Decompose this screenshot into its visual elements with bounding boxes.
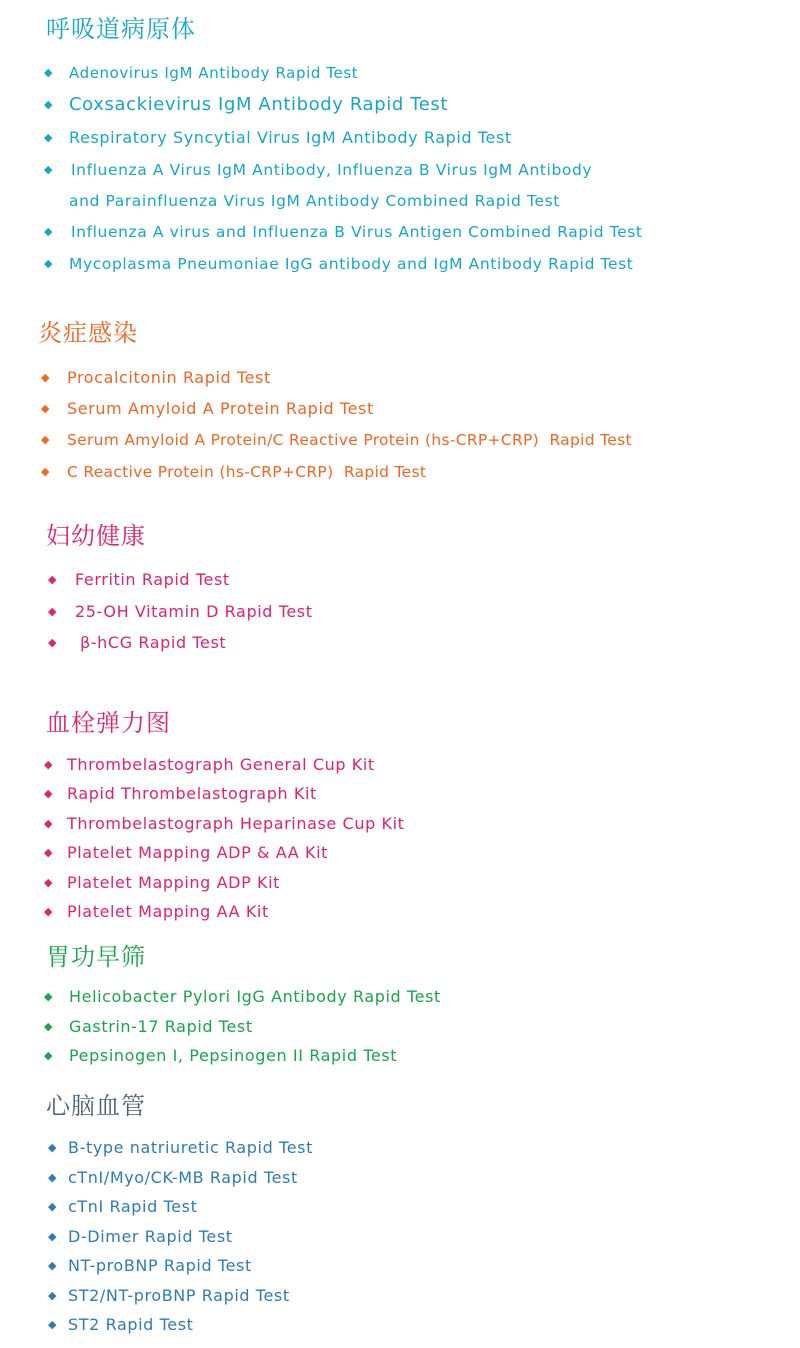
product-name: Procalcitonin Rapid Test [67, 368, 271, 387]
diamond-bullet-icon: ◆ [44, 131, 54, 144]
section-title-thrombelastograph: 血栓弹力图 [46, 709, 171, 737]
product-name: Mycoplasma Pneumoniae IgG antibody and IgM Antibody Rapid Test [69, 255, 634, 273]
product-name: Serum Amyloid A Protein/C Reactive Protein (hs-CRP+CRP) Rapid Test [67, 431, 632, 449]
diamond-bullet-icon: ◆ [44, 787, 54, 800]
diamond-bullet-icon: ◆ [44, 225, 54, 238]
diamond-bullet-icon: ◆ [44, 257, 54, 270]
product-name: Influenza A Virus IgM Antibody, Influenza B Virus IgM Antibody [71, 161, 593, 179]
product-name: Serum Amyloid A Protein Rapid Test [67, 399, 374, 418]
product-name: Adenovirus IgM Antibody Rapid Test [69, 64, 359, 82]
section-title-gastric: 胃功早筛 [46, 943, 146, 971]
product-name: ST2 Rapid Test [68, 1315, 194, 1334]
diamond-bullet-icon: ◆ [48, 1259, 58, 1272]
diamond-bullet-icon: ◆ [41, 371, 51, 384]
product-name: ST2/NT-proBNP Rapid Test [68, 1286, 290, 1305]
product-name: Pepsinogen I, Pepsinogen II Rapid Test [69, 1046, 398, 1065]
diamond-bullet-icon: ◆ [48, 1230, 58, 1243]
product-name: D-Dimer Rapid Test [68, 1227, 233, 1246]
diamond-bullet-icon: ◆ [48, 1141, 58, 1154]
diamond-bullet-icon: ◆ [48, 636, 58, 649]
diamond-bullet-icon: ◆ [44, 905, 54, 918]
product-name: Ferritin Rapid Test [75, 570, 230, 589]
product-name: Platelet Mapping ADP & AA Kit [67, 843, 329, 862]
product-name: Thrombelastograph Heparinase Cup Kit [67, 814, 405, 833]
diamond-bullet-icon: ◆ [44, 163, 54, 176]
product-name: Platelet Mapping AA Kit [67, 902, 269, 921]
product-name: NT-proBNP Rapid Test [68, 1256, 252, 1275]
diamond-bullet-icon: ◆ [48, 1171, 58, 1184]
diamond-bullet-icon: ◆ [48, 1289, 58, 1302]
product-name: Influenza A virus and Influenza B Virus Antigen Combined Rapid Test [71, 223, 643, 241]
diamond-bullet-icon: ◆ [41, 465, 51, 478]
product-name: Platelet Mapping ADP Kit [67, 873, 281, 892]
diamond-bullet-icon: ◆ [41, 402, 51, 415]
diamond-bullet-icon: ◆ [48, 1318, 58, 1331]
diamond-bullet-icon: ◆ [44, 98, 54, 111]
diamond-bullet-icon: ◆ [44, 990, 54, 1003]
product-name: β-hCG Rapid Test [80, 633, 227, 652]
product-name: Rapid Thrombelastograph Kit [67, 784, 317, 803]
diamond-bullet-icon: ◆ [44, 846, 54, 859]
product-name: Thrombelastograph General Cup Kit [67, 755, 375, 774]
section-title-maternal: 妇幼健康 [46, 522, 146, 550]
diamond-bullet-icon: ◆ [44, 758, 54, 771]
product-name: C Reactive Protein (hs-CRP+CRP) Rapid Test [67, 463, 427, 481]
product-name: 25-OH Vitamin D Rapid Test [75, 602, 313, 621]
product-name: Coxsackievirus IgM Antibody Rapid Test [69, 94, 449, 115]
diamond-bullet-icon: ◆ [44, 66, 54, 79]
product-name: Gastrin-17 Rapid Test [69, 1017, 253, 1036]
diamond-bullet-icon: ◆ [41, 433, 51, 446]
product-name: cTnI Rapid Test [68, 1197, 198, 1216]
diamond-bullet-icon: ◆ [48, 1200, 58, 1213]
section-title-respiratory: 呼吸道病原体 [46, 15, 196, 43]
product-name-continuation: and Parainfluenza Virus IgM Antibody Combined Rapid Test [69, 192, 560, 210]
diamond-bullet-icon: ◆ [44, 1049, 54, 1062]
section-title-cardiovascular: 心脑血管 [46, 1092, 146, 1120]
product-name: B-type natriuretic Rapid Test [68, 1138, 313, 1157]
product-name: Helicobacter Pylori IgG Antibody Rapid Test [69, 987, 441, 1006]
section-title-inflammation: 炎症感染 [38, 319, 138, 347]
product-name: cTnI/Myo/CK-MB Rapid Test [68, 1168, 298, 1187]
diamond-bullet-icon: ◆ [44, 817, 54, 830]
product-name: Respiratory Syncytial Virus IgM Antibody Rapid Test [69, 128, 512, 147]
diamond-bullet-icon: ◆ [48, 605, 58, 618]
diamond-bullet-icon: ◆ [44, 876, 54, 889]
diamond-bullet-icon: ◆ [48, 573, 58, 586]
diamond-bullet-icon: ◆ [44, 1020, 54, 1033]
